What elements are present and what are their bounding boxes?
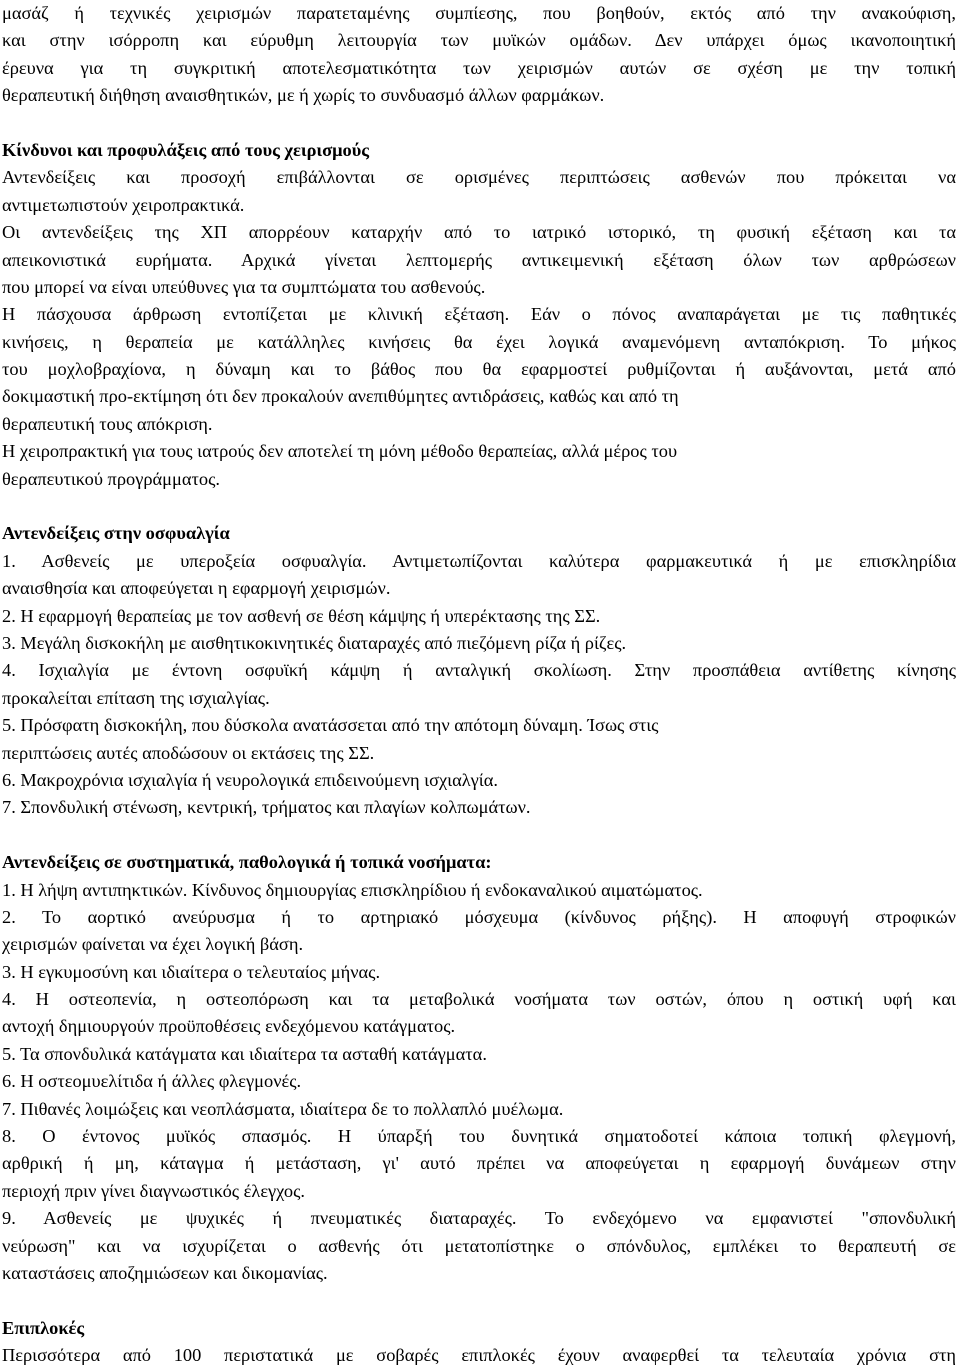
list-item: 4. Η οστεοπενία, η οστεοπόρωση και τα μεταβολικά νοσήματα των οστών, όπου η οστική υφή και <box>2 989 956 1010</box>
text-line: κινήσεις, η θεραπεία με κατάλληλες κινήσεις θα έχει λογικά αναμενόμενη ανταπόκριση. Το μήκος <box>2 331 956 352</box>
section-lumbago-contraindications <box>2 520 956 821</box>
section-systemic-contraindications <box>2 849 956 1287</box>
section-heading: Αντενδείξεις στην οσφυαλγία <box>2 523 230 544</box>
paragraph-gap <box>2 822 956 849</box>
text-line: θεραπευτικού προγράμματος. <box>2 468 220 489</box>
section-heading: Κίνδυνοι και προφυλάξεις από τους χειρισμούς <box>2 139 370 160</box>
text-line: μασάζ ή τεχνικές χειρισμών παρατεταμένης συμπίεσης, που βοηθούν, εκτός από την ανακούφιση, <box>2 3 956 23</box>
text-line: και στην ισόρροπη και εύρυθμη λειτουργία των μυϊκών ομάδων. Δεν υπάρχει όμως ικανοποιητική <box>2 30 956 51</box>
list-item: 1. Ασθενείς με υπεροξεία οσφυαλγία. Αντιμετωπίζονται καλύτερα φαρμακευτικά ή με επισκληρίδια <box>2 550 956 571</box>
text-line: θεραπευτική τους απόκριση. <box>2 413 213 434</box>
list-item: 4. Ισχιαλγία με έντονη οσφυϊκή κάμψη ή ανταλγική σκολίωση. Στην προσπάθεια αντίθετης κίνησης <box>2 660 956 681</box>
text-line: απεικονιστικά ευρήματα. Αρχικά γίνεται λεπτομερής αντικειμενική εξέταση όλων των αρθρώσεων <box>2 249 956 270</box>
list-item: 7. Πιθανές λοιμώξεις και νεοπλάσματα, ιδιαίτερα δε το πολλαπλό μυέλωμα. <box>2 1098 564 1119</box>
text-line: που μπορεί να είναι υπεύθυνες για τα συμπτώματα του ασθενούς. <box>2 276 486 297</box>
list-item: 8. Ο έντονος μυϊκός σπασμός. Η ύπαρξή του δυνητικά σηματοδοτεί κάποια τοπική φλεγμονή, <box>2 1126 956 1147</box>
text-line: του μοχλοβραχίονα, η δύναμη και το βάθος που θα εφαρμοστεί ρυθμίζονται ή αυξάνονται, μετά από <box>2 359 956 380</box>
text-line: Περισσότερα από 100 περιστατικά με σοβαρές επιπλοκές έχουν αναφερθεί τα τελευταία χρόνια στη <box>2 1345 956 1366</box>
paragraph-gap <box>2 110 956 137</box>
text-line: έρευνα για τη συγκριτική αποτελεσματικότητα των χειρισμών αυτών σε σχέση με την τοπική <box>2 57 956 78</box>
text-line: Αντενδείξεις και προσοχή επιβάλλονται σε ορισμένες περιπτώσεις ασθενών που πρόκειται να <box>2 167 956 188</box>
list-item-continuation: χειρισμών φαίνεται να έχει λογική βάση. <box>2 934 304 955</box>
text-line: δοκιμαστική προ-εκτίμηση ότι δεν προκαλούν ανεπιθύμητες αντιδράσεις, καθώς και από τη <box>2 386 679 407</box>
list-item-continuation: προκαλείται επίταση της ισχιαλγίας. <box>2 687 270 708</box>
list-item-continuation: νεύρωση" και να ισχυρίζεται ο ασθενής ότι μετατοπίστηκε ο σπόνδυλος, εμπλέκει το θεραπευτή σε <box>2 1235 956 1256</box>
paragraph-gap <box>2 493 956 520</box>
section-heading: Αντενδείξεις σε συστηματικά, παθολογικά ή τοπικά νοσήματα: <box>2 852 492 873</box>
text-line: Η χειροπρακτική για τους ιατρούς δεν αποτελεί τη μόνη μέθοδο θεραπείας, αλλά μέρος του <box>2 441 678 462</box>
list-item: 3. Μεγάλη δισκοκήλη με αισθητικοκινητικές διαταραχές από πιεζόμενη ρίζα ή ρίζες. <box>2 632 627 653</box>
list-item: 7. Σπονδυλική στένωση, κεντρική, τρήματος και πλαγίων κολπωμάτων. <box>2 797 531 818</box>
text-line: θεραπευτική διήθηση αναισθητικών, με ή χωρίς το συνδυασμό άλλων φαρμάκων. <box>2 85 605 106</box>
text-line: αντιμετωπιστούν χειροπρακτικά. <box>2 194 245 215</box>
list-item-continuation: αρθρική ή μη, κάταγμα ή μετάσταση, γι' αυτό πρέπει να αποφεύγεται η εφαρμογή δυνάμεων στην <box>2 1153 956 1174</box>
list-item: 2. Η εφαρμογή θεραπείας με τον ασθενή σε θέση κάμψης ή υπερέκτασης της ΣΣ. <box>2 605 601 626</box>
list-item: 5. Πρόσφατη δισκοκήλη, που δύσκολα ανατάσσεται από την απότομη δύναμη. Ίσως στις <box>2 715 659 736</box>
list-item: 6. Μακροχρόνια ισχιαλγία ή νευρολογικά επιδεινούμενη ισχιαλγία. <box>2 769 498 790</box>
list-item: 3. Η εγκυμοσύνη και ιδιαίτερα ο τελευταίος μήνας. <box>2 961 381 982</box>
text-line: Οι αντενδείξεις της ΧΠ απορρέουν καταρχήν από το ιατρικό ιστορικό, τη φυσική εξέταση και τα <box>2 222 956 243</box>
list-item: 6. Η οστεομυελίτιδα ή άλλες φλεγμονές. <box>2 1071 302 1092</box>
intro-paragraph <box>2 0 956 110</box>
list-item-continuation: αντοχή δημιουργούν προϋποθέσεις ενδεχόμενου κατάγματος. <box>2 1016 456 1037</box>
list-item: 2. Το αορτικό ανεύρυσμα ή το αρτηριακό μόσχευμα (κίνδυνος ρήξης). Η αποφυγή στροφικών <box>2 906 956 927</box>
list-item: 9. Ασθενείς με ψυχικές ή πνευματικές διαταραχές. Το ενδεχόμενο να εμφανιστεί "σπονδυλική <box>2 1208 956 1229</box>
list-item-continuation: αναισθησία και αποφεύγεται η εφαρμογή χειρισμών. <box>2 578 391 599</box>
list-item-continuation: περιπτώσεις αυτές αποδώσουν οι εκτάσεις της ΣΣ. <box>2 742 375 763</box>
document-page <box>2 0 956 1370</box>
paragraph-gap <box>2 1287 956 1314</box>
section-risks <box>2 137 956 493</box>
section-complications <box>2 1315 956 1370</box>
list-item-continuation: περιοχή πριν γίνει διαγνωστικός έλεγχος. <box>2 1180 305 1201</box>
section-heading: Επιπλοκές <box>2 1317 85 1338</box>
list-item: 1. Η λήψη αντιπηκτικών. Κίνδυνος δημιουργίας επισκληρίδιου ή ενδοκαναλικού αιματώματος. <box>2 879 703 900</box>
text-line: Η πάσχουσα άρθρωση εντοπίζεται με κλινική εξέταση. Εάν ο πόνος αναπαράγεται με τις παθητικές <box>2 304 956 325</box>
list-item: 5. Τα σπονδυλικά κατάγματα και ιδιαίτερα τα ασταθή κατάγματα. <box>2 1043 487 1064</box>
list-item-continuation: καταστάσεις αποζημιώσεων και δικομανίας. <box>2 1262 328 1283</box>
